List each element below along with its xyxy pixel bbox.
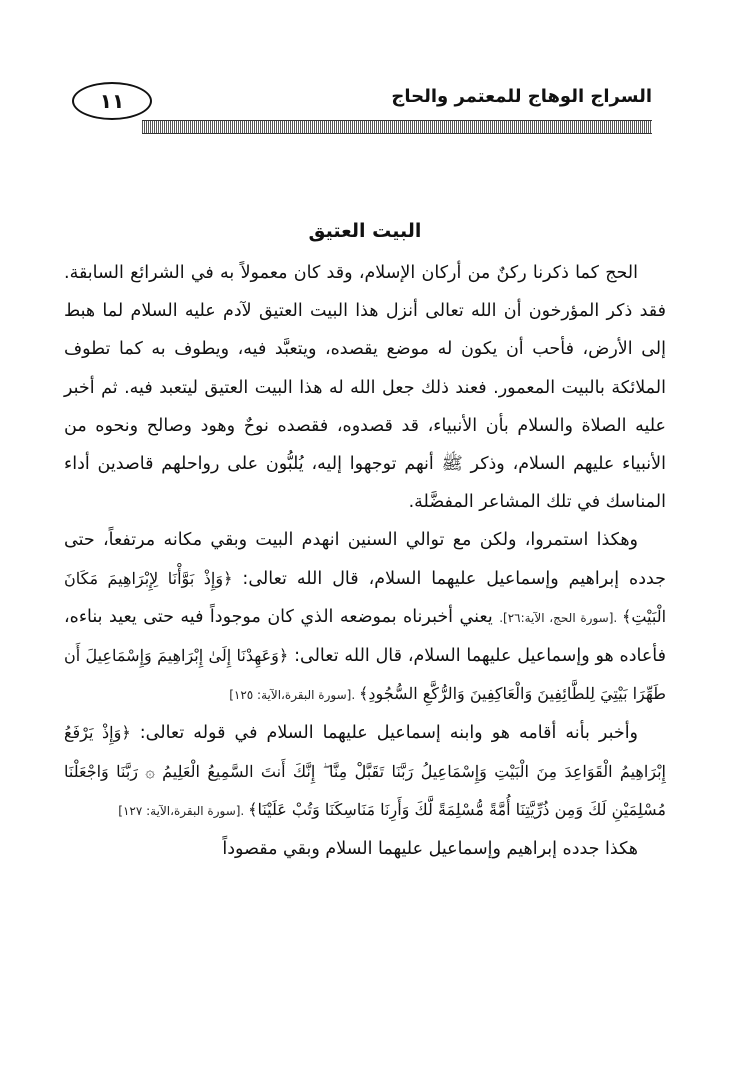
citation-3: .[سورة البقرة،الآية: ١٢٧] <box>118 803 249 818</box>
quran-verse-1: ﴿وَإِذْ بَوَّأْنَا لِإِبْرَاهِيمَ مَكَانَ الْبَيْتِ﴾ <box>64 568 667 626</box>
header-divider <box>142 120 652 134</box>
paragraph-1: الحج كما ذكرنا ركنٌ من أركان الإسلام، وقد كان معمولاً به في الشرائع السابقة. فقد ذكر المؤرخون أن الله تعالى أنزل هذا البيت العتيق لآدم عليه السلام لما هبط إلى الأرض، فأحب أن يكون له موضع يقصده، ويتعبَّد فيه، ويطوف به كما تطوف الملائكة بالبيت المعمور. فعند ذلك جعل الله له هذا البيت العتيق ليتعبد فيه. ثم أخبر عليه الصلاة والسلام بأن الأنبياء، قد قصدوه، فقصده نوحٌ وهود وصالح ونحوه من الأنبياء عليهم السلام، وذكر ﷺ أنهم توجهوا إليه، يُلبُّون على رواحلهم قاصدين أداء المناسك في تلك المشاعر المفضَّلة. <box>64 263 666 513</box>
page-number: ١١ <box>72 82 152 120</box>
paragraph-3 <box>64 714 666 830</box>
page-header <box>72 78 652 128</box>
quran-verse-2: ﴿وَعَهِدْنَا إِلَىٰ إِبْرَاهِيمَ وَإِسْمَاعِيلَ أَن طَهِّرَا بَيْتِيَ لِلطَّائِفِينَ وَالْعَاكِفِينَ وَالرُّكَّعِ السُّجُودِ﴾ <box>64 646 666 704</box>
running-title: السراج الوهاج للمعتمر والحاج <box>391 86 652 107</box>
citation-1: .[سورة الحج، الآية:٢٦]. <box>499 610 622 625</box>
paragraph-2 <box>64 521 666 714</box>
paragraph-3-text: وأخبر بأنه أقامه هو وابنه إسماعيل عليهما السلام في قوله تعالى: <box>130 723 639 744</box>
body-text <box>64 214 666 868</box>
paragraph-2-text-b: يعني أخبرناه بموضعه الذي كان موجوداً فيه حتى يعيد بناءه، فأعاده هو وإسماعيل عليهما السلام، قال الله تعالى: <box>64 606 666 667</box>
paragraph-4: هكذا جدده إبراهيم وإسماعيل عليهما السلام وبقي مقصوداً <box>222 839 638 860</box>
citation-2: .[سورة البقرة،الآية: ١٢٥] <box>229 688 359 703</box>
section-title: البيت العتيق <box>308 220 422 242</box>
quran-verse-3: ﴿وَإِذْ يَرْفَعُ إِبْرَاهِيمُ الْقَوَاعِدَ مِنَ الْبَيْتِ وَإِسْمَاعِيلُ رَبَّنَا تَقَبَّلْ مِنَّا ۖ إِنَّكَ أَنتَ السَّمِيعُ الْعَلِيمُ ۞ رَبَّنَا وَاجْعَلْنَا مُسْلِمَيْنِ لَكَ وَمِن ذُرِّيَّتِنَا أُمَّةً مُّسْلِمَةً لَّكَ وَأَرِنَا مَنَاسِكَنَا وَتُبْ عَلَيْنَا﴾ <box>64 723 666 819</box>
paragraph-2-text-a: وهكذا استمروا، ولكن مع توالي السنين انهدم البيت وبقي مكانه مرتفعاً، حتى جدده إبراهيم وإسماعيل عليهما السلام، قال الله تعالى: <box>64 530 667 589</box>
